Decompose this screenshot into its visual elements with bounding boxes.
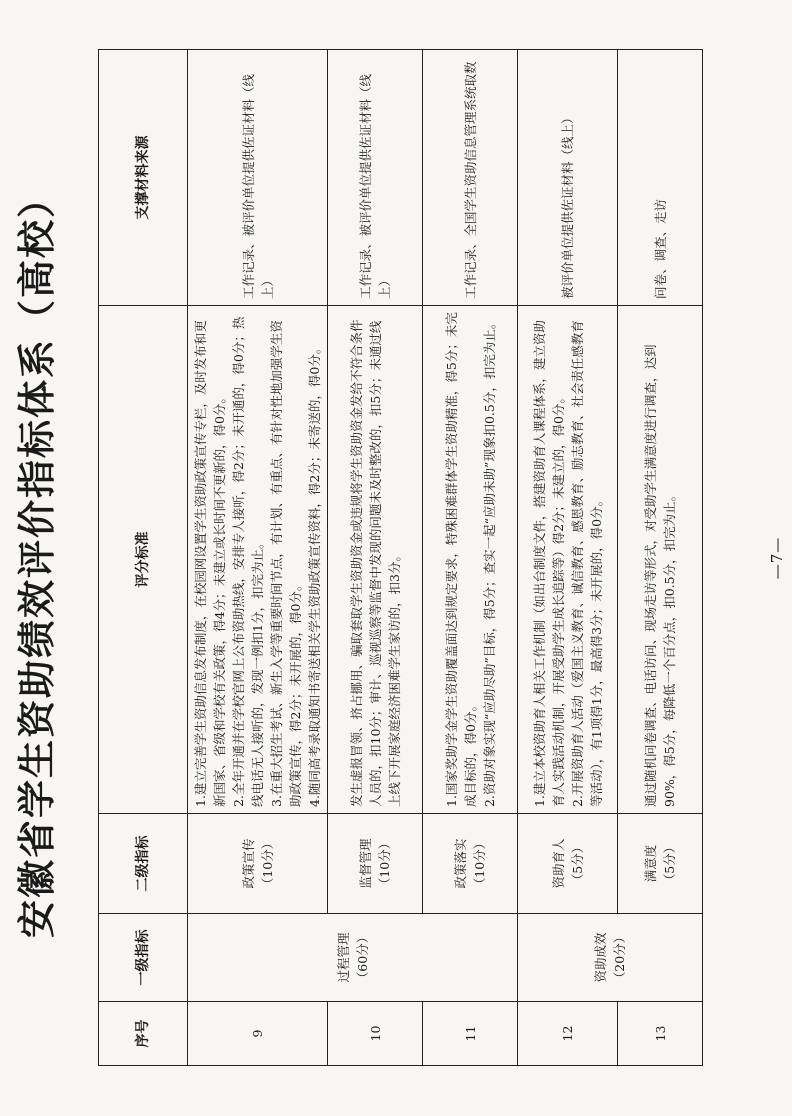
table-row [188,50,328,1066]
level2-name: 监督管理 [358,838,373,889]
table-row [328,50,423,1066]
level1-score: （60分） [354,930,370,985]
standard-cell [188,306,328,814]
table-row [618,50,703,1066]
level2-score: （10分） [377,836,392,891]
level1-cell [188,914,518,1002]
level2-name: 资助育人 [550,838,566,889]
row-seq: 10 [328,1002,423,1066]
level2-name: 满意度 [643,844,658,883]
level2-name: 政策落实 [453,838,468,889]
level1-name: 资助成效 [593,932,608,983]
level2-score: （10分） [259,836,275,891]
row-seq: 9 [188,1002,328,1066]
standard-item: 2.资助对象实现“应助尽助”目标，得5分；查实一起“应助未助”现象扣0.5分，扣完为止。 [481,316,497,807]
header-source: 支撑材料来源 [99,50,188,306]
standard-item: 2.开展资助育人活动（爱国主义教育、诚信教育、感恩教育、励志教育、社会责任感教育等活动），有1项得1分，最高得3分；未开展的，得0分。 [569,320,604,807]
standard-item: 3.在重大招生考试、新生入学等重要时间节点，有计划、有重点、有针对性地加强学生资助政策宣传，得2分；未开展的，得0分。 [269,320,303,807]
row-seq: 11 [423,1002,518,1066]
table-header-row [99,50,188,1066]
level1-score: （20分） [612,930,627,985]
level2-cell [518,814,618,914]
level2-score: （5分） [569,840,585,887]
standard-item: 2.全年开通并在学校官网上公布资助热线，安排专人接听，得2分；未开通的，得0分；热线电话无人接听的，发现一例扣1分，扣完为止。 [231,316,265,807]
standard-item: 4.随同高考录取通知书寄送相关学生资助政策宣传资料，得2分；未寄送的，得0分。 [307,341,322,807]
header-standard: 评分标准 [99,306,188,814]
table-row [518,50,618,1066]
level2-name: 政策宣传 [240,838,256,889]
header-seq: 序号 [99,1002,188,1066]
table-row [423,50,518,1066]
level2-cell [618,814,703,914]
standard-item: 1.建立本校资助育人相关工作机制（如出台制度文件，搭建资助育人课程体系，建立资助育人实践活动机制，开展受助学生成长追踪等）得2分；未建立的，得0分。 [531,320,566,807]
standard-cell [328,306,423,814]
document-title: 安徽省学生资助绩效评价指标体系（高校） [14,178,59,939]
source-cell: 被评价单位提供佐证材料（线上） [518,50,618,306]
source-cell: 工作记录、被评价单位提供佐证材料（线上） [328,50,423,306]
level2-score: （10分） [472,836,487,891]
source-cell: 工作记录、全国学生资助信息管理系统取数 [423,50,518,306]
indicator-table [98,49,703,1066]
standard-cell [518,306,618,814]
standard-item: 通过随机问卷调查、电话访问、现场走访等形式，对受助学生满意度进行调查，达到90%，得5分，每降低一个百分点，扣0.5分，扣完为止。 [643,344,677,807]
level2-score: （5分） [662,840,677,887]
standard-item: 发生虚报冒领、挤占挪用、骗取套取学生资助资金或违规将学生资助资金发给不符合条件人员的，扣10分；审计、巡视巡察等监督中发现的问题未及时整改的，扣5分；未通过线上线下开展家庭经济困难学生家访的，扣3分。 [348,319,402,807]
standard-cell [423,306,518,814]
row-seq: 12 [518,1002,618,1066]
header-level2: 二级指标 [99,814,188,914]
standard-item: 1.国家奖助学金学生资助覆盖面达到规定要求，特殊困难群体学生资助精准，得5分；未完成目标的，得0分。 [443,312,478,807]
level2-cell [328,814,423,914]
level2-cell [423,814,518,914]
level1-cell [518,914,703,1002]
source-cell: 问卷、调查、走访 [618,50,703,306]
header-level1: 一级指标 [99,914,188,1002]
page-number: —7— [768,536,786,580]
level1-name: 过程管理 [335,932,351,983]
standard-cell [618,306,703,814]
row-seq: 13 [618,1002,703,1066]
standard-item: 1.建立完善学生资助信息发布制度，在校园网设置学生资助政策宣传专栏，及时发布和更新国家、省级和学校有关政策，得4分；未建立或长时间不更新的，得0分。 [193,320,227,807]
level2-cell [188,814,328,914]
source-cell: 工作记录、被评价单位提供佐证材料（线上） [188,50,328,306]
